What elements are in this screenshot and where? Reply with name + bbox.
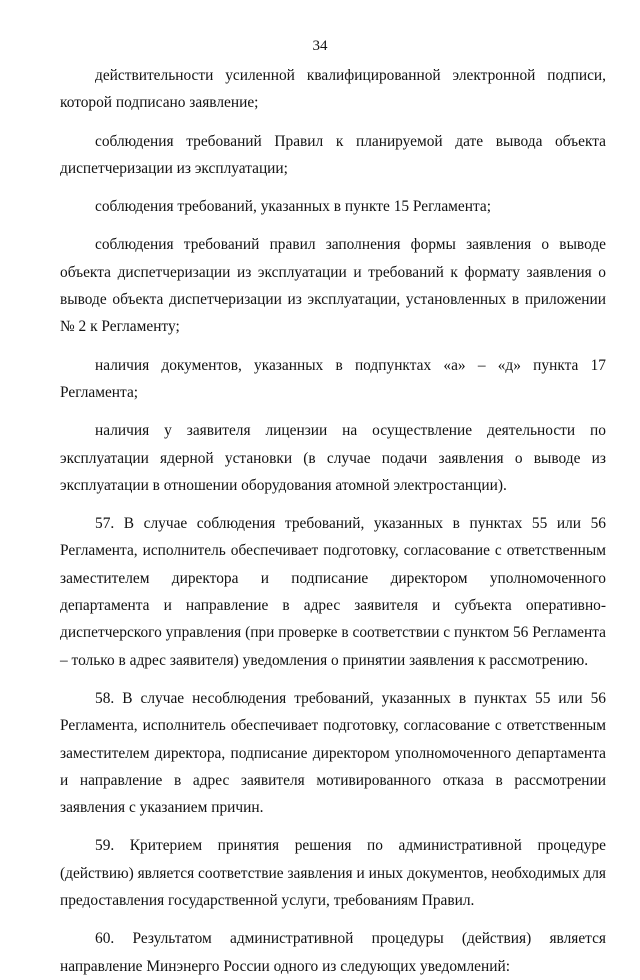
paragraph-point-15: соблюдения требований, указанных в пункте 15 Регламента; (95, 198, 491, 216)
paragraph-57: 57. В случае соблюдения требований, указанных в пунктах 55 или 56 Регламента, исполнитель обеспечивает подготовку, согласование с ответственным заместителем директора и подписание директором уполномоченного департамента и направление в адрес заявителя и субъекта оперативно-диспетчерского управления (при проверке в соответствии с пунктом 56 Регламента – только в адрес заявителя) уведомления о принятии заявления к рассмотрению. (60, 515, 606, 669)
paragraph-license: наличия у заявителя лицензии на осуществление деятельности по эксплуатации ядерной установки (в случае подачи заявления о выводе из эксплуатации в отношении оборудования атомной электростанции). (60, 422, 606, 494)
paragraph-58: 58. В случае несоблюдения требований, указанных в пунктах 55 или 56 Регламента, исполнитель обеспечивает подготовку, согласование с ответственным заместителем директора, подписание директором уполномоченного департамента и направление в адрес заявителя мотивированного отказа в рассмотрении заявления с указанием причин. (60, 689, 606, 817)
page-number: 34 (312, 38, 328, 54)
paragraph-documents: наличия документов, указанных в подпунктах «а» – «д» пункта 17 Регламента; (60, 356, 606, 401)
paragraph-59: 59. Критерием принятия решения по административной процедуре (действию) является соответствие заявления и иных документов, необходимых для предоставления государственной услуги, требованиям Правил. (60, 837, 606, 910)
paragraph-60: 60. Результатом административной процедуры (действия) является направление Минэнерго России одного из следующих уведомлений: (60, 930, 606, 975)
paragraph-planned-date: соблюдения требований Правил к планируемой дате вывода объекта диспетчеризации из эксплуатации; (60, 132, 606, 177)
paragraph-signature-validity: действительности усиленной квалифицированной электронной подписи, которой подписано заявление; (60, 67, 606, 112)
paragraph-form-rules: соблюдения требований правил заполнения формы заявления о выводе объекта диспетчеризации из эксплуатации и требований к формату заявления о выводе объекта диспетчеризации из эксплуатации, установленных в приложении № 2 к Регламенту; (60, 236, 606, 336)
document-body (60, 62, 606, 980)
